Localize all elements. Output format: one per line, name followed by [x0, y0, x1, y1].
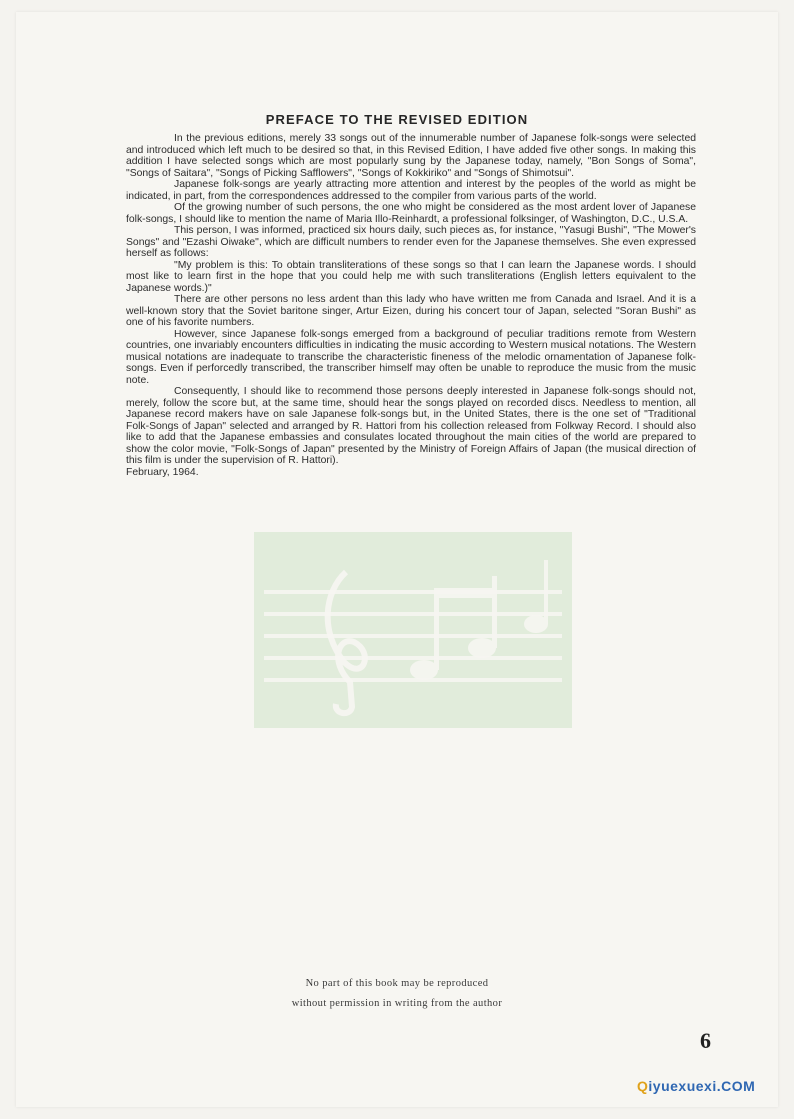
page-title: PREFACE TO THE REVISED EDITION: [265, 112, 529, 127]
document-page: [16, 12, 778, 1107]
paragraph: This person, I was informed, practiced six hours daily, such pieces as, for instance, "Yasugi Bushi", "The Mower's Songs" and "Ezashi Oiwake", which are difficult numbers to render even for the Japanese themselves. She even expressed herself as follows:: [126, 225, 696, 259]
logo-first-letter: Q: [637, 1078, 649, 1094]
preface-body: [126, 133, 696, 478]
paragraph: In the previous editions, merely 33 songs out of the innumerable number of Japanese folk-songs were selected and introduced which left much to be desired so that, in this Revised Edition, I have added five other songs. In making this addition I have selected songs which are most popularly sung by the Japanese today, namely, "Bon Songs of Soma", "Songs of Saitara", "Songs of Picking Safflowers", "Songs of Kokkiriko" and "Songs of Shimotsui".: [126, 133, 696, 179]
copyright-line: No part of this book may be reproduced: [305, 978, 489, 989]
paragraph: Of the growing number of such persons, the one who might be considered as the most ardent lover of Japanese folk-songs, I should like to mention the name of Maria Illo-Reinhardt, a professional folksinger, of Washington, D.C., U.S.A.: [126, 202, 696, 225]
logo-text: iyuexuexi.COM: [648, 1078, 756, 1094]
preface-date: February, 1964.: [126, 466, 199, 478]
copyright-notice: [16, 974, 778, 1014]
site-watermark-logo: [637, 1078, 755, 1094]
music-notes-watermark-icon: [254, 532, 572, 728]
paragraph: Consequently, I should like to recommend those persons deeply interested in Japanese folk-songs should not, merely, follow the score but, at the same time, should hear the songs played on recorded discs. Needless to mention, all Japanese record makers have on sale Japanese folk-songs but, in the United States, there is the one set of "Traditional Folk-Songs of Japan" selected and arranged by R. Hattori from his collection released from Folkway Record. I should also like to add that the Japanese embassies and consulates located throughout the main cities of the world are prepared to show the color movie, "Folk-Songs of Japan" presented by the Ministry of Foreign Affairs of Japan (the musical direction of this film is under the supervision of R. Hattori).: [126, 386, 696, 466]
page-number: 6: [700, 1028, 711, 1053]
paragraph: Japanese folk-songs are yearly attracting more attention and interest by the peoples of the world as might be indicated, in part, from the correspondences addressed to the compiler from various parts of the world.: [126, 179, 696, 202]
paragraph: However, since Japanese folk-songs emerged from a background of peculiar traditions remote from Western countries, one invariably encounters difficulties in indicating the music according to Western musical notations. The Western musical notations are inadequate to transcribe the characteristic fineness of the melodic ornamentation of Japanese folk-songs. Even if perforcedly transcribed, the transcriber himself may often be unable to reproduce the music from the music note.: [126, 328, 696, 386]
copyright-line: without permission in writing from the author: [291, 998, 503, 1009]
paragraph: "My problem is this: To obtain transliterations of these songs so that I can learn the Japanese words. I should most like to learn first in the hope that you could help me with such transliterations (English letters equivalent to the Japanese words.)": [126, 259, 696, 294]
paragraph: There are other persons no less ardent than this lady who have written me from Canada and Israel. And it is a well-known story that the Soviet baritone singer, Artur Eizen, during his concert tour of Japan, selected "Soran Bushi" as one of his favorite numbers.: [126, 294, 696, 328]
